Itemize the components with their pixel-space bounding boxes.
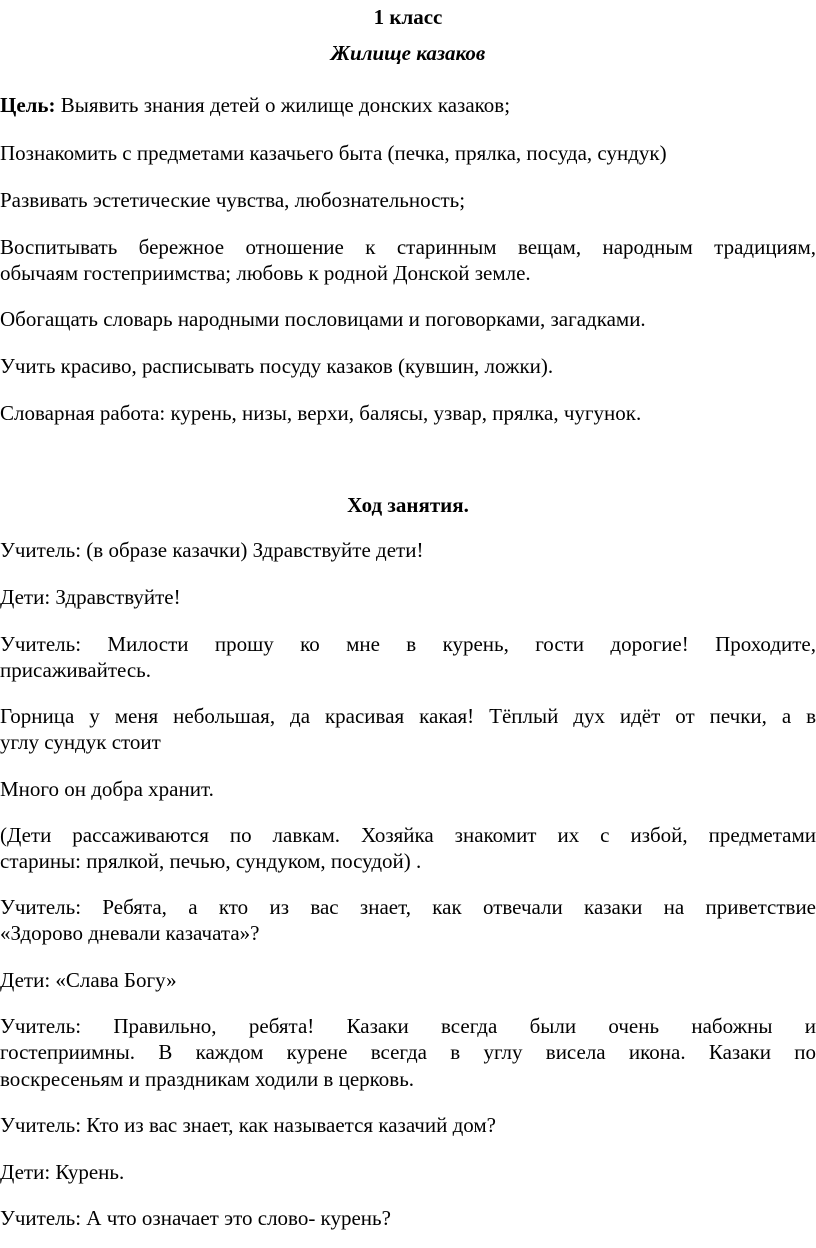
goal-item: Учить красиво, расписывать посуду казаков (кувшин, ложки). <box>0 354 554 378</box>
dialogue-line: Учитель: Милости прошу ко мне в курень, гости дорогие! Проходите, <box>0 632 816 656</box>
dialogue-line: Учитель: (в образе казачки) Здравствуйте дети! <box>0 538 424 562</box>
goal-item: Словарная работа: курень, низы, верхи, балясы, узвар, прялка, чугунок. <box>0 401 642 425</box>
goal-item: Познакомить с предметами казачьего быта (печка, прялка, посуда, сундук) <box>0 141 667 165</box>
lesson-heading: Ход занятия. <box>347 493 469 517</box>
dialogue-line: присаживайтесь. <box>0 658 151 682</box>
dialogue-line: Учитель: Правильно, ребята! Казаки всегда были очень набожны и <box>0 1014 816 1038</box>
goal-item: обычаям гостеприимства; любовь к родной Донской земле. <box>0 261 531 285</box>
dialogue-line: Дети: Курень. <box>0 1160 125 1184</box>
goal-item: Воспитывать бережное отношение к старинным вещам, народным традициям, <box>0 235 816 259</box>
dialogue-line: Много он добра хранит. <box>0 777 214 801</box>
dialogue-line: Учитель: Ребята, а кто из вас знает, как отвечали казаки на приветствие <box>0 895 816 919</box>
goal-paragraph <box>0 92 510 118</box>
dialogue-line: гостеприимны. В каждом курене всегда в углу висела икона. Казаки по <box>0 1040 816 1064</box>
goal-item: Обогащать словарь народными пословицами и поговорками, загадками. <box>0 307 646 331</box>
grade-heading: 1 класс <box>373 5 443 29</box>
dialogue-line: «Здорово дневали казачата»? <box>0 921 260 945</box>
dialogue-line: Учитель: Кто из вас знает, как называется казачий дом? <box>0 1113 496 1137</box>
dialogue-line: Дети: «Слава Богу» <box>0 968 177 992</box>
dialogue-line: Учитель: А что означает это слово- курень? <box>0 1206 391 1230</box>
document-title: Жилище казаков <box>330 41 486 65</box>
dialogue-line: воскресеньям и праздникам ходили в церковь. <box>0 1067 415 1091</box>
goal-item: Развивать эстетические чувства, любознательность; <box>0 188 466 212</box>
dialogue-line: Дети: Здравствуйте! <box>0 585 181 609</box>
dialogue-line: старины: прялкой, печью, сундуком, посудой) . <box>0 849 422 873</box>
dialogue-line: углу сундук стоит <box>0 730 161 754</box>
dialogue-line: (Дети рассаживаются по лавкам. Хозяйка знакомит их с избой, предметами <box>0 823 816 847</box>
dialogue-line: Горница у меня небольшая, да красивая какая! Тёплый дух идёт от печки, а в <box>0 704 816 728</box>
goal-text: Выявить знания детей о жилище донских казаков; <box>55 93 511 117</box>
goal-label: Цель: <box>0 93 56 117</box>
